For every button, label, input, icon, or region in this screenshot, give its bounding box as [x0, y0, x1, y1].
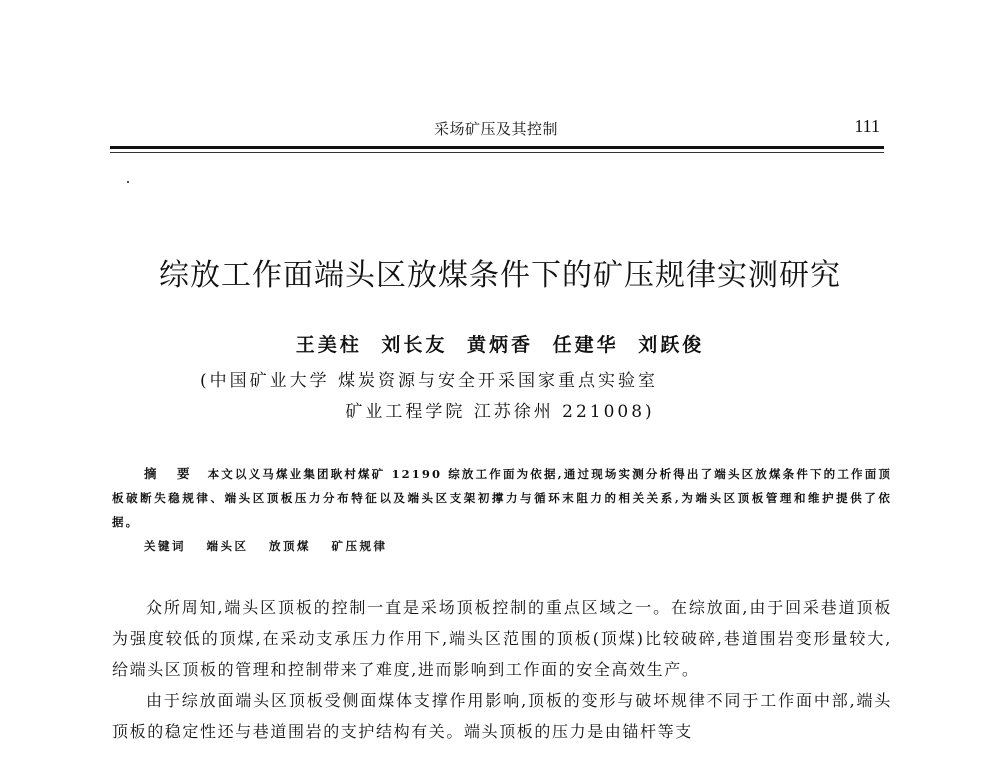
keyword-item: 放顶煤: [269, 539, 312, 553]
body-text: [112, 592, 892, 747]
affiliation-line-1: (中国矿业大学 煤炭资源与安全开采国家重点实验室: [200, 371, 659, 391]
body-paragraph: 众所周知,端头区顶板的控制一直是采场顶板控制的重点区域之一。在综放面,由于回采巷道顶板为强度较低的顶煤,在采动支承压力作用下,端头区范围的顶板(顶煤)比较破碎,巷道围岩变形量较大,给端头区顶板的管理和控制带来了难度,进而影响到工作面的安全高效生产。: [112, 598, 892, 679]
running-title: 采场矿压及其控制: [433, 120, 558, 138]
keywords: [144, 538, 402, 554]
scan-speck: [127, 181, 129, 183]
abstract: [112, 462, 892, 534]
abstract-label: 摘 要: [144, 466, 198, 481]
header-rule-thick: [110, 146, 884, 149]
header-rule-thin: [110, 152, 884, 153]
abstract-paragraph: [112, 462, 892, 534]
article-title: 综放工作面端头区放煤条件下的矿压规律实测研究: [159, 258, 841, 293]
keywords-label: 关键词: [144, 539, 186, 553]
abstract-text: 本文以义马煤业集团耿村煤矿 12190 综放工作面为依据,通过现场实测分析得出了端头区放煤条件下的工作面顶板破断失稳规律、端头区顶板压力分布特征以及端头区支架初撑力与循环末阻力的相关关系,为端头区顶板管理和维护提供了依据。: [112, 467, 892, 529]
affiliation-line-2: 矿业工程学院 江苏徐州 221008): [345, 402, 655, 422]
running-header: [112, 118, 880, 144]
author-list: 王美柱 刘长友 黄炳香 任建华 刘跃俊: [295, 334, 705, 356]
keyword-item: 端头区: [206, 539, 249, 553]
keyword-item: 矿压规律: [331, 539, 388, 553]
page-number: 111: [854, 116, 880, 136]
body-paragraph: 由于综放面端头区顶板受侧面煤体支撑作用影响,顶板的变形与破坏规律不同于工作面中部,端头顶板的稳定性还与巷道围岩的支护结构有关。端头顶板的压力是由锚杆等支: [112, 691, 892, 741]
